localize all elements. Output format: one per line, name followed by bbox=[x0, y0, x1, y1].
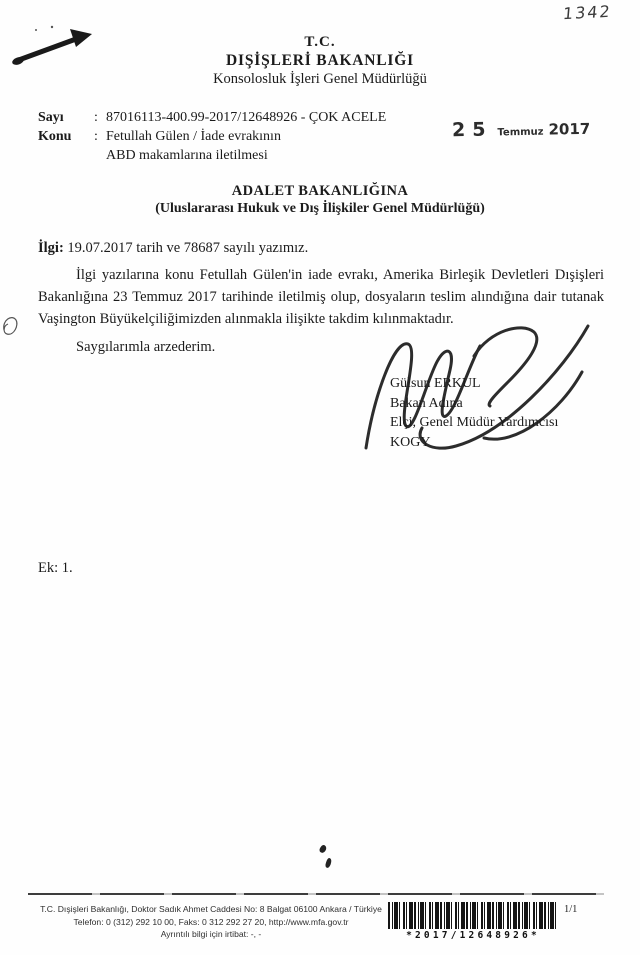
reference-line bbox=[38, 240, 308, 257]
attachment-note: Ek: 1. bbox=[38, 560, 73, 576]
konu-value-line1: Fetullah Gülen / İade evrakının bbox=[106, 129, 281, 144]
signature-block bbox=[390, 374, 558, 452]
footer-divider bbox=[28, 893, 604, 895]
date-stamp-year: 2017 bbox=[548, 119, 591, 139]
barcode bbox=[388, 902, 558, 941]
ilgi-label: İlgi: bbox=[38, 240, 64, 256]
konu-separator: : bbox=[94, 129, 98, 144]
handwritten-page-number: 1342 bbox=[562, 1, 613, 24]
page-indicator: 1/1 bbox=[564, 904, 578, 915]
letterhead-republic: T.C. bbox=[304, 34, 336, 50]
body-paragraph: İlgi yazılarına konu Fetullah Gülen'in iade evrakı, Amerika Birleşik Devletleri Dışişleri Bakanlığına 23 Temmuz 2017 tarihinde iletilmiş olup, dosyaların teslim alındığına dair tutanak Vaşington Büyükelçiliğimizden alınmakla ilişikte takdim kılınmaktadır. bbox=[38, 267, 604, 327]
date-stamp-month: Temmuz bbox=[497, 126, 544, 139]
closing-line: Saygılarımla arzederim. bbox=[76, 339, 216, 355]
recipient-subtitle: (Uluslararası Hukuk ve Dış İlişkiler Genel Müdürlüğü) bbox=[155, 201, 485, 216]
ink-scribble-mark bbox=[0, 312, 20, 340]
sayi-value: 87016113-400.99-2017/12648926 - ÇOK ACELE bbox=[106, 110, 387, 125]
recipient-title: ADALET BAKANLIĞINA bbox=[231, 183, 409, 199]
konu-label: Konu bbox=[38, 129, 72, 144]
letterhead-ministry: DIŞİŞLERİ BAKANLIĞI bbox=[226, 52, 414, 69]
date-stamp-day: 25 bbox=[451, 118, 493, 142]
sayi-label: Sayı bbox=[38, 110, 64, 125]
sayi-separator: : bbox=[94, 110, 98, 125]
barcode-value: *2017/12648926* bbox=[406, 930, 540, 941]
ink-speck bbox=[324, 857, 332, 868]
footer-text bbox=[30, 903, 392, 941]
reference-meta-block bbox=[38, 108, 386, 165]
konu-label-spacer bbox=[38, 146, 94, 165]
barcode-bars-icon bbox=[388, 902, 558, 929]
konu-separator-spacer bbox=[94, 146, 106, 165]
signer-name: Gülsun ERKUL bbox=[390, 376, 481, 391]
ilgi-text: 19.07.2017 tarih ve 78687 sayılı yazımız. bbox=[67, 240, 309, 256]
signer-title: Elçi, Genel Müdür Yardımcısı bbox=[390, 415, 559, 430]
signer-authority: Bakan Adına bbox=[390, 395, 463, 411]
letterhead-directorate: Konsolosluk İşleri Genel Müdürlüğü bbox=[213, 71, 427, 87]
date-stamp bbox=[452, 117, 591, 141]
ink-speck bbox=[318, 844, 328, 854]
signer-unit: KOGY bbox=[390, 434, 431, 450]
footer-info: Ayrıntılı bilgi için irtibat: -, - bbox=[160, 929, 262, 939]
footer-contact: Telefon: 0 (312) 292 10 00, Faks: 0 312 292 27 20, http://www.mfa.gov.tr bbox=[73, 916, 349, 927]
footer-address: T.C. Dışişleri Bakanlığı, Doktor Sadık Ahmet Caddesi No: 8 Balgat 06100 Ankara / Türkiye bbox=[40, 904, 382, 914]
konu-value-line2: ABD makamlarına iletilmesi bbox=[106, 148, 268, 163]
